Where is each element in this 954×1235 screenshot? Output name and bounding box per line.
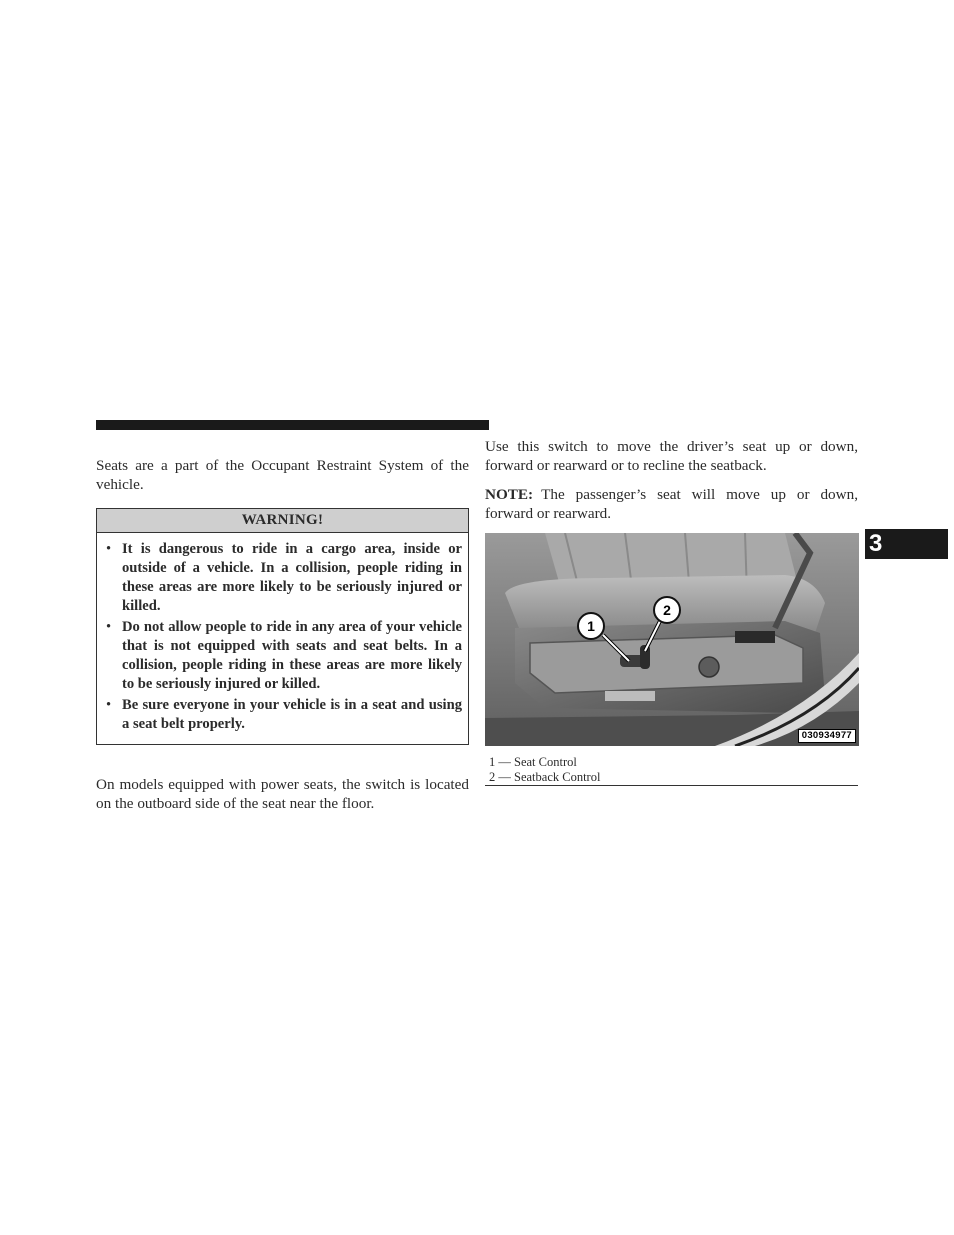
warning-box	[96, 508, 469, 745]
power-seats-paragraph: On models equipped with power seats, the switch is located on the outboard side of the seat near the floor.	[96, 776, 469, 812]
warning-item-text: Do not allow people to ride in any area of your vehicle that is not equipped with seats and seat belts. In a collision, people riding in these areas are more likely to be seriously injured or killed.	[122, 619, 462, 692]
warning-item	[103, 540, 462, 616]
caption-line: 1 — Seat Control	[489, 755, 577, 769]
note-label: NOTE:	[485, 486, 534, 503]
bullet-icon: •	[106, 541, 112, 557]
right-column	[485, 437, 858, 786]
warning-item-text: It is dangerous to ride in a cargo area, inside or outside of a vehicle. In a collision, people riding in these areas are more likely to be seriously injured or killed.	[122, 541, 462, 614]
left-column	[96, 456, 469, 823]
note-paragraph	[485, 485, 858, 523]
caption-line: 2 — Seatback Control	[489, 769, 601, 784]
figure-id: 030934977	[798, 729, 856, 743]
callout-2: 2	[653, 596, 681, 624]
bullet-icon: •	[106, 619, 112, 635]
figure-caption	[485, 755, 858, 786]
warning-title: WARNING!	[97, 509, 468, 533]
warning-item	[103, 696, 462, 734]
note-text: The passenger’s seat will move up or down, forward or rearward.	[485, 486, 858, 522]
warning-list	[97, 533, 468, 744]
switch-paragraph: Use this switch to move the driver’s seat up or down, forward or rearward or to recline the seatback.	[485, 438, 858, 474]
warning-item-text: Be sure everyone in your vehicle is in a seat and using a seat belt properly.	[122, 697, 462, 732]
section-header-rule	[96, 420, 489, 430]
seat-illustration	[485, 533, 859, 746]
warning-item	[103, 618, 462, 694]
seat-controls-figure	[485, 533, 859, 746]
intro-paragraph: Seats are a part of the Occupant Restraint System of the vehicle.	[96, 457, 469, 493]
bullet-icon: •	[106, 697, 112, 713]
callout-1: 1	[577, 612, 605, 640]
chapter-tab: 3	[865, 529, 948, 559]
